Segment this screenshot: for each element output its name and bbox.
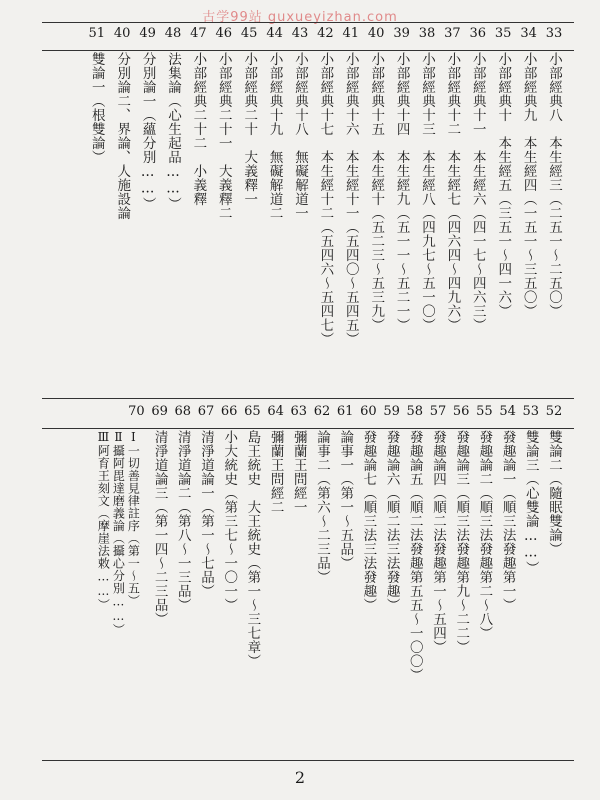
watermark: 古学99站 guxueyizhan.com: [202, 10, 398, 25]
top-volume-number: 36: [469, 26, 487, 41]
top-volume-number: 38: [418, 26, 436, 41]
top-section: [42, 22, 574, 400]
top-volume-number: 41: [342, 26, 360, 41]
bottom-volume-title: 雙論三（心雙論……）: [522, 430, 539, 575]
top-volume-title: 小部經典九 本生經四（一五一〜三五〇）: [520, 52, 537, 318]
top-volume-title: 法集論（心生起品……）: [165, 52, 181, 211]
bottom-volume-number: 66: [220, 404, 238, 419]
top-volume-title: 小部經典十三 本生經八（四九七〜五一〇）: [419, 52, 435, 332]
top-number-rule: [42, 50, 574, 51]
bottom-volume-number: 69: [151, 404, 168, 419]
bottom-number-row: [42, 404, 574, 428]
bottom-volume-number: 54: [499, 404, 516, 419]
bottom-rule: [42, 760, 574, 761]
top-volume-number: 46: [215, 26, 233, 41]
top-volume-title: 小部經典二十 大義釋一: [241, 52, 258, 206]
top-volume-title: 小部經典十七 本生經十二（五四六〜五四七）: [317, 52, 334, 346]
top-volume-number: 42: [317, 26, 334, 41]
top-volume-title: 分別論二、界論、人施設論: [114, 52, 131, 220]
bottom-volume-title: 發趣論三（順三法發趣第九〜二二）: [453, 430, 470, 654]
bottom-volume-title: 發趣論五（順二法發趣第五五〜一〇〇）: [406, 430, 423, 682]
top-volume-title: 小部經典十八 無礙解道一: [292, 52, 308, 220]
bottom-volume-title: 發趣論一（順三法發趣第一）: [499, 430, 516, 612]
bottom-volume-title: 發趣論四（順二法發趣第一〜五四）: [430, 430, 446, 654]
bottom-volume-number: 59: [383, 404, 400, 419]
middle-rule: [42, 398, 574, 399]
top-volume-title: 小部經典二十二 小義釋: [190, 52, 207, 206]
bottom-volume-title: 清淨道論一（第一〜七品）: [198, 430, 214, 598]
top-volume-number: 45: [240, 26, 258, 41]
bottom-volume-number: 68: [174, 404, 192, 419]
bottom-volume-title: 彌蘭王問經二: [267, 430, 284, 514]
bottom-volume-title: 論事一（第一〜五品）: [337, 430, 354, 570]
top-volume-number: 48: [164, 26, 182, 41]
bottom-number-rule: [42, 428, 574, 429]
bottom-volume-title-part: Ⅱ攝阿毘達磨義論（攝心分別……）: [111, 430, 126, 636]
top-volume-title: 小部經典十二 本生經七（四六四〜四九六）: [444, 52, 461, 332]
top-volume-title: 小部經典二十一 大義釋二: [215, 52, 232, 220]
top-volume-title: 分別論一（蘊分別……）: [139, 52, 156, 211]
bottom-volume-title-part: Ⅲ阿育王刻文（摩崖法敕……）: [96, 430, 111, 611]
top-volume-title: 小部經典十四 本生經九（五一一〜五二一）: [393, 52, 410, 332]
bottom-volume-title: 清淨道論二（第八〜一三品）: [174, 430, 191, 612]
top-volume-title: 小部經典十一 本生經六（四一七〜四六三）: [469, 52, 486, 332]
bottom-volume-title: 島王統史 大王統史（第一〜三七章）: [244, 430, 261, 668]
top-volume-number: 43: [291, 26, 309, 41]
bottom-volume-number: 61: [336, 404, 354, 419]
top-volume-title: 小部經典十五 本生經十（五二三〜五三九）: [368, 52, 385, 332]
top-volume-title: 雙論一（根雙論）: [88, 52, 105, 164]
bottom-volume-number: 67: [197, 404, 215, 419]
top-volume-number: 33: [545, 26, 563, 41]
bottom-volume-number: 60: [360, 404, 377, 419]
top-number-row: [42, 26, 574, 50]
top-volume-number: 34: [520, 26, 537, 41]
top-volume-number: 37: [444, 26, 461, 41]
top-volume-number: 35: [494, 26, 512, 41]
top-volume-title: 小部經典八 本生經三（二五一〜二五〇）: [546, 52, 562, 318]
bottom-volume-number: 55: [476, 404, 493, 419]
bottom-volume-title: 發趣論七（順三法三法發趣）: [360, 430, 377, 612]
bottom-volume-number: 56: [452, 404, 470, 419]
page-number: 2: [294, 768, 306, 787]
top-volume-title: 小部經典十九 無礙解道二: [266, 52, 283, 220]
bottom-volume-title: 雙論二（隨眠雙論）: [546, 430, 562, 556]
top-volume-title: 小部經典十 本生經五（三五一〜四一六）: [495, 52, 512, 318]
top-volume-number: 51: [88, 26, 106, 41]
bottom-volume-number: 70: [128, 404, 145, 419]
bottom-volume-number: 52: [545, 404, 563, 419]
bottom-volume-title: 彌蘭王問經一: [290, 430, 307, 514]
top-volume-number: 44: [266, 26, 283, 41]
top-volume-number: 40: [367, 26, 385, 41]
bottom-volume-title: 小大統史（第三七〜一〇一）: [221, 430, 238, 612]
bottom-volume-number: 62: [313, 404, 331, 419]
bottom-volume-number: 65: [244, 404, 261, 419]
bottom-volume-number: 64: [267, 404, 284, 419]
bottom-volume-title: 清淨道論三（第一四〜二三品）: [151, 430, 168, 626]
bottom-volume-title: 發趣論二（順三法發趣第二〜八）: [476, 430, 493, 640]
top-volume-number: 47: [190, 26, 207, 41]
top-volume-number: 49: [139, 26, 156, 41]
bottom-volume-title: 論事二（第六〜二三品）: [314, 430, 330, 584]
bottom-title-columns: [42, 430, 574, 760]
bottom-volume-number: 63: [290, 404, 308, 419]
top-volume-number: 40: [113, 26, 131, 41]
bottom-volume-title-part: Ⅰ一切善見律註序（第一〜五）: [126, 430, 141, 607]
top-volume-number: 39: [393, 26, 410, 41]
bottom-volume-number: 57: [429, 404, 447, 419]
top-volume-title: 小部經典十六 本生經十一（五四〇〜五四五）: [342, 52, 359, 346]
top-rule: [42, 22, 574, 23]
top-title-columns: [42, 52, 574, 392]
bottom-volume-title: 發趣論六（順二法三法發趣）: [383, 430, 400, 612]
bottom-volume-number: 58: [406, 404, 424, 419]
bottom-section: [42, 400, 574, 760]
bottom-volume-number: 53: [522, 404, 540, 419]
